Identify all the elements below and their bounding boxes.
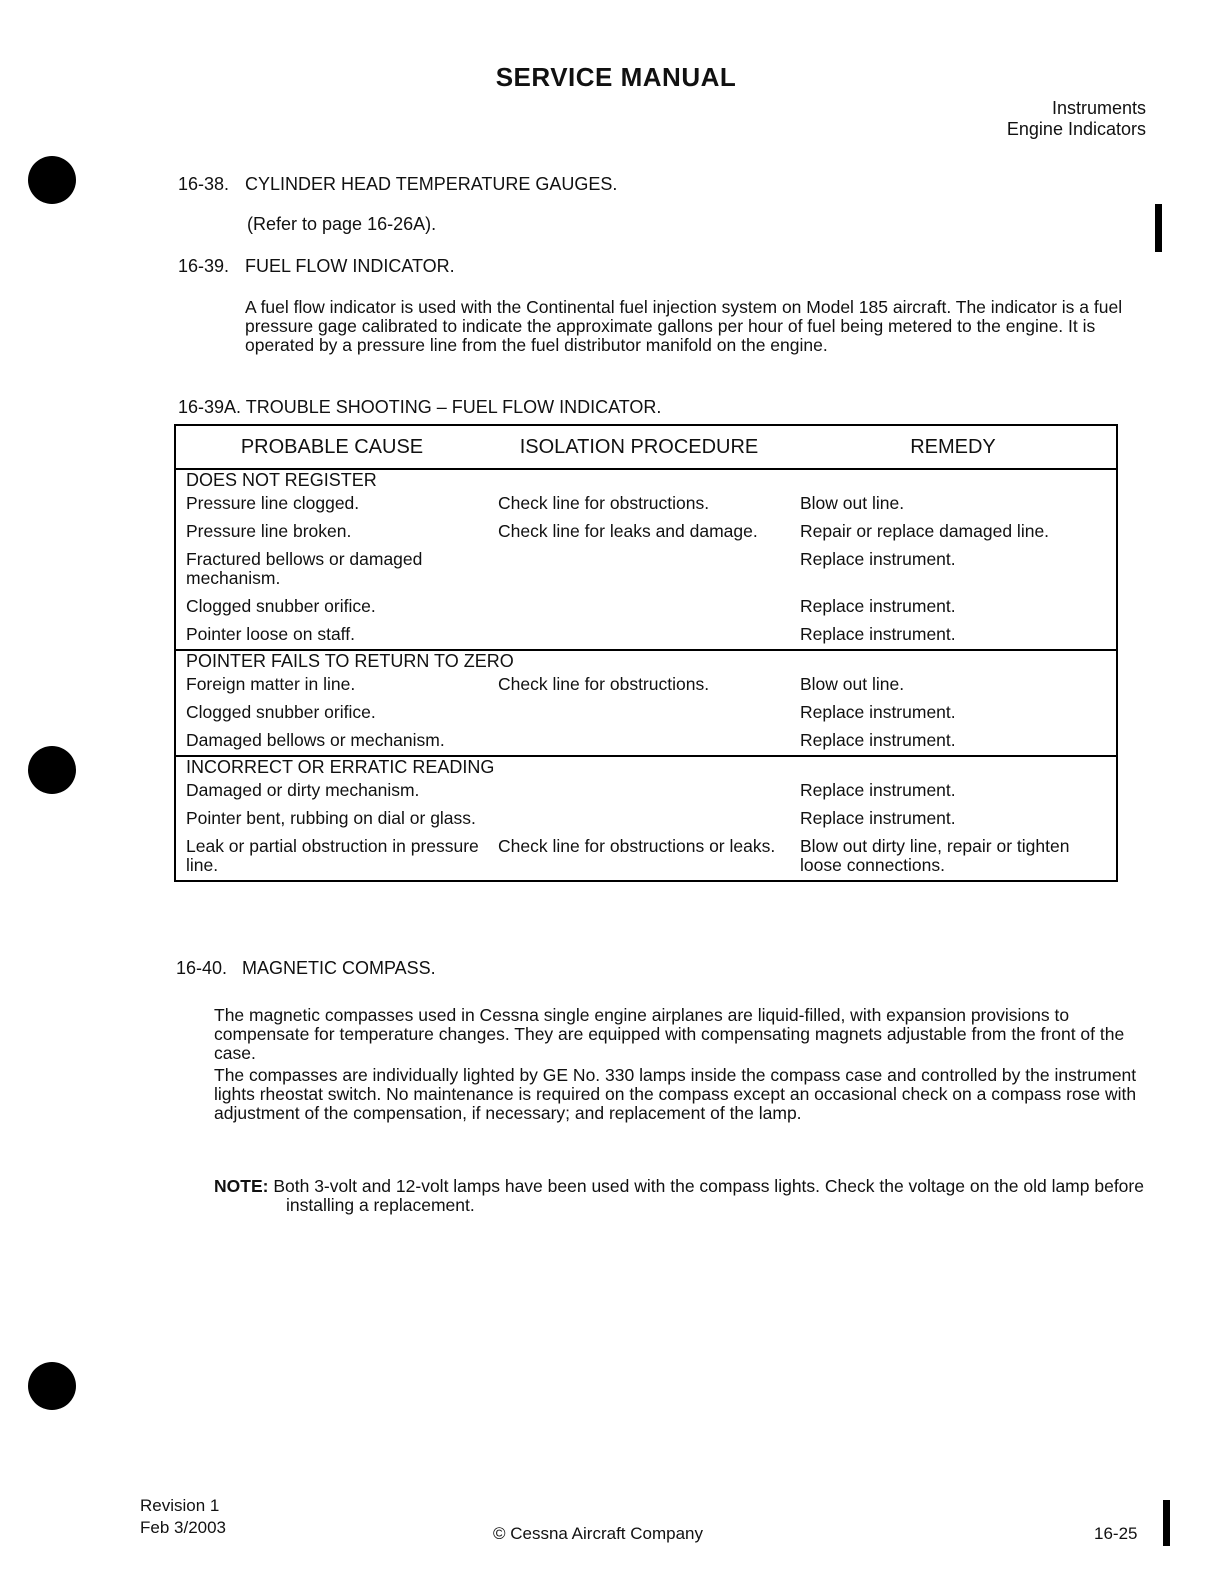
procedure-cell: Check line for leaks and damage.	[498, 521, 758, 541]
procedure-cell	[488, 699, 790, 727]
group-heading: INCORRECT OR ERRATIC READING	[175, 756, 1117, 777]
procedure-cell	[488, 593, 790, 621]
procedure-cell	[488, 727, 790, 756]
table-header-row	[175, 425, 1117, 469]
note-label: NOTE:	[214, 1176, 269, 1196]
remedy-cell: Blow out line.	[800, 674, 905, 694]
group-heading-row	[175, 756, 1117, 777]
column-header-probable-cause: PROBABLE CAUSE	[175, 425, 488, 469]
table-row	[175, 777, 1117, 805]
cause-cell: Damaged or dirty mechanism.	[186, 780, 420, 800]
group-heading: POINTER FAILS TO RETURN TO ZERO	[175, 650, 1117, 671]
remedy-cell: Replace instrument.	[800, 808, 956, 828]
cause-cell: Clogged snubber orifice.	[186, 596, 376, 616]
table-row	[175, 805, 1117, 833]
cause-cell: Damaged bellows or mechanism.	[186, 730, 445, 750]
footer-copyright: © Cessna Aircraft Company	[493, 1524, 703, 1543]
cause-cell: Leak or partial obstruction in pressure line.	[186, 836, 479, 875]
binder-hole-middle	[28, 746, 76, 794]
section-16-39-title: FUEL FLOW INDICATOR.	[245, 256, 455, 276]
cause-cell: Foreign matter in line.	[186, 674, 356, 694]
section-16-38-ref: (Refer to page 16-26A).	[247, 214, 437, 234]
procedure-cell: Check line for obstructions or leaks.	[498, 836, 776, 856]
note-text: Both 3-volt and 12-volt lamps have been used with the compass lights. Check the voltage on the old lamp before installing a replacement.	[273, 1176, 1144, 1215]
group-heading: DOES NOT REGISTER	[186, 470, 377, 490]
group-heading-row	[175, 650, 1117, 671]
cause-cell: Pressure line clogged.	[186, 493, 360, 513]
column-header-isolation-procedure: ISOLATION PROCEDURE	[488, 425, 790, 469]
remedy-cell: Replace instrument.	[800, 702, 956, 722]
table-row	[175, 593, 1117, 621]
remedy-cell: Replace instrument.	[800, 596, 956, 616]
table-row	[175, 490, 1117, 518]
footer-page-number: 16-25	[1094, 1524, 1138, 1543]
section-16-38-number: 16-38.	[178, 174, 230, 194]
compass-note	[214, 1177, 1156, 1215]
binder-hole-bottom	[28, 1362, 76, 1410]
binder-hole-top	[28, 156, 76, 204]
table-row	[175, 727, 1117, 756]
cause-cell: Pointer bent, rubbing on dial or glass.	[186, 808, 476, 828]
footer-revision: Revision 1	[140, 1496, 220, 1515]
cause-cell: Pressure line broken.	[186, 521, 352, 541]
footer-date: Feb 3/2003	[140, 1518, 227, 1537]
table-row	[175, 833, 1117, 881]
procedure-cell	[488, 805, 790, 833]
group-heading-row	[175, 469, 1117, 490]
remedy-cell: Replace instrument.	[800, 730, 956, 750]
table-row	[175, 518, 1117, 546]
cause-cell: Fractured bellows or damaged mechanism.	[186, 549, 423, 588]
remedy-cell: Replace instrument.	[800, 624, 956, 644]
table-row	[175, 699, 1117, 727]
section-16-39-body: A fuel flow indicator is used with the Continental fuel injection system on Model 185 aircraft. The indicator is a fuel pressure gage calibrated to indicate the approximate gallons per hour of fuel being metered to the engine. It is operated by a pressure line from the fuel distributor manifold on the engine.	[245, 297, 1123, 355]
section-16-40-number: 16-40.	[176, 958, 228, 978]
header-section: Instruments	[1051, 98, 1146, 118]
section-16-39a-title: 16-39A. TROUBLE SHOOTING – FUEL FLOW INDICATOR.	[178, 397, 662, 417]
section-16-40-body-1: The magnetic compasses used in Cessna single engine airplanes are liquid-filled, with expansion provisions to compensate for temperature changes. They are equipped with compensating magnets adjustable from the front of the case.	[214, 1005, 1125, 1063]
procedure-cell: Check line for obstructions.	[498, 674, 710, 694]
table-row	[175, 621, 1117, 650]
procedure-cell: Check line for obstructions.	[498, 493, 710, 513]
remedy-cell: Blow out dirty line, repair or tighten loose connections.	[800, 836, 1070, 875]
remedy-cell: Replace instrument.	[800, 549, 956, 569]
procedure-cell	[488, 621, 790, 650]
cause-cell: Clogged snubber orifice.	[186, 702, 376, 722]
procedure-cell	[488, 546, 790, 593]
table-row	[175, 546, 1117, 593]
table-row	[175, 671, 1117, 699]
section-16-40-title: MAGNETIC COMPASS.	[242, 958, 436, 978]
page-title: SERVICE MANUAL	[495, 62, 737, 92]
header-subsection: Engine Indicators	[1006, 119, 1146, 139]
procedure-cell	[488, 777, 790, 805]
change-bar-top	[1155, 204, 1162, 252]
cause-cell: Pointer loose on staff.	[186, 624, 355, 644]
section-16-39-number: 16-39.	[178, 256, 230, 276]
remedy-cell: Replace instrument.	[800, 780, 956, 800]
column-header-remedy: REMEDY	[790, 425, 1117, 469]
section-16-40-body-2: The compasses are individually lighted by GE No. 330 lamps inside the compass case and controlled by the instrument lights rheostat switch. No maintenance is required on the compass except an occasional check on a compass rose with adjustment of the compensation, if necessary; and replacement of the lamp.	[214, 1065, 1137, 1123]
remedy-cell: Blow out line.	[800, 493, 905, 513]
section-16-38-title: CYLINDER HEAD TEMPERATURE GAUGES.	[245, 174, 618, 194]
remedy-cell: Repair or replace damaged line.	[800, 521, 1050, 541]
troubleshooting-table	[174, 424, 1118, 882]
